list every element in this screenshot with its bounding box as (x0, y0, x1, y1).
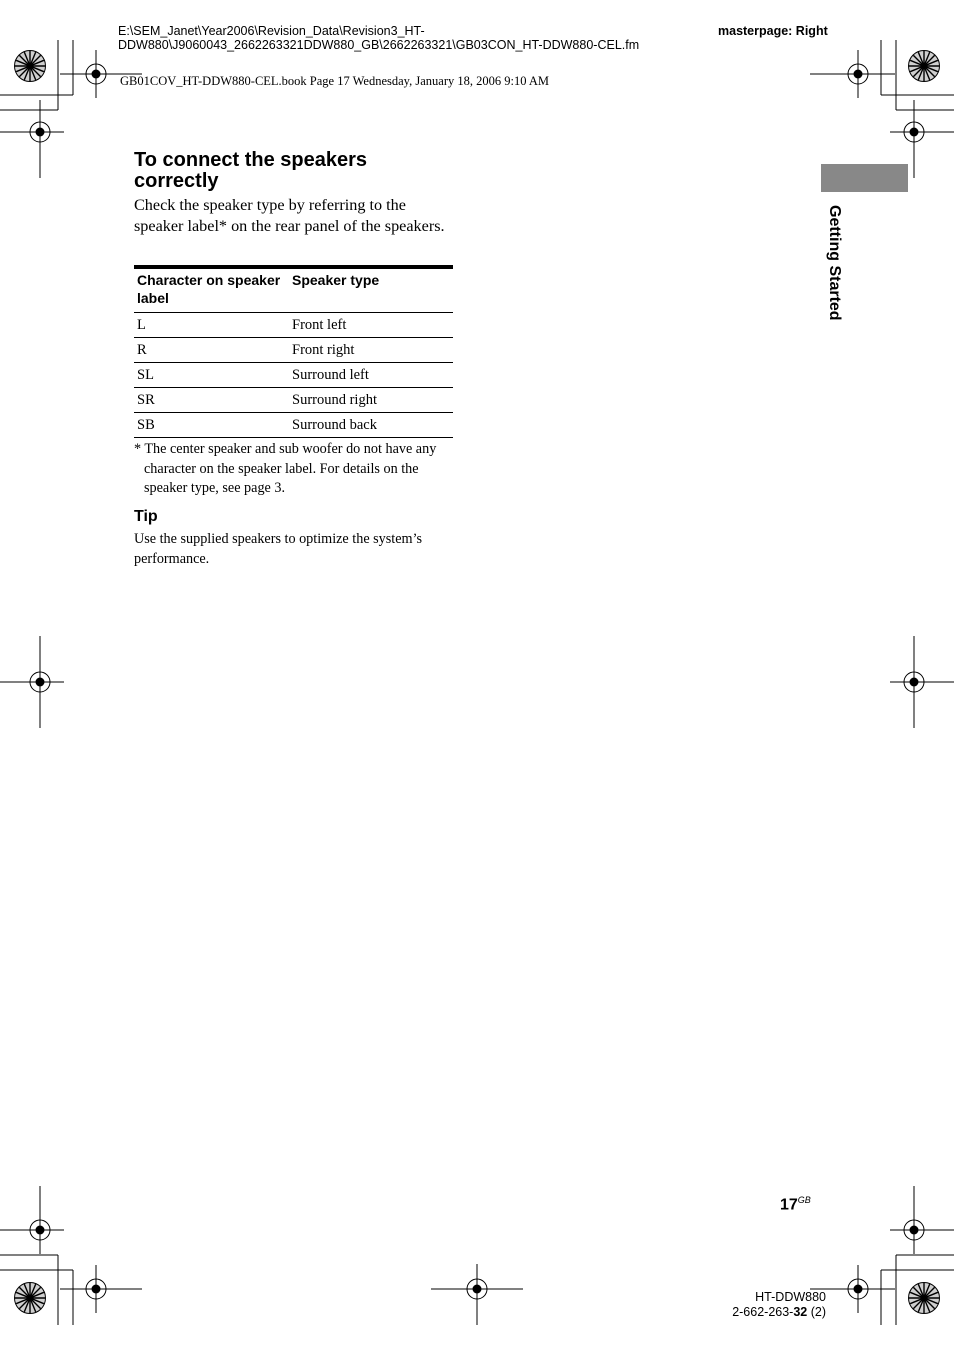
table-footnote: * The center speaker and sub woofer do not have any character on the speaker label. For details on the speaker type, see page 3. (134, 441, 437, 496)
part-number-bold: 32 (793, 1305, 808, 1319)
table-cell-speaker-type: Front right (289, 338, 453, 363)
table-cell-speaker-type: Surround back (289, 413, 453, 438)
column-header-character: Character on speaker label (134, 267, 289, 313)
section-heading: To connect the speakers correctly (134, 149, 368, 192)
table-cell-character: L (134, 313, 289, 338)
page-number-suffix: GB (797, 1195, 811, 1205)
masterpage-label: masterpage: Right (718, 24, 828, 38)
part-number-suffix: (2) (807, 1305, 826, 1319)
section-side-label: Getting Started (826, 205, 843, 321)
file-path-line-1: E:\SEM_Janet\Year2006\Revision_Data\Revision3_HT- (118, 24, 425, 38)
tip-heading: Tip (134, 508, 158, 525)
page-number-value: 17 (780, 1196, 798, 1214)
table-cell-character: R (134, 338, 289, 363)
tip-body: Use the supplied speakers to optimize the system’s performance. (134, 531, 423, 567)
part-number-prefix: 2-662-263- (732, 1305, 794, 1319)
column-header-speaker-type: Speaker type (289, 267, 453, 313)
file-path-line-2: DDW880\J9060043_2662263321DDW880_GB\2662263321\GB03CON_HT-DDW880-CEL.fm (118, 38, 640, 52)
table-cell-character: SR (134, 388, 289, 413)
table-cell-speaker-type: Surround right (289, 388, 453, 413)
intro-paragraph: Check the speaker type by referring to the speaker label* on the rear panel of the speakers. (134, 196, 445, 235)
table-cell-speaker-type: Front left (289, 313, 453, 338)
table-cell-character: SB (134, 413, 289, 438)
table-cell-speaker-type: Surround left (289, 363, 453, 388)
book-info-line: GB01COV_HT-DDW880-CEL.book Page 17 Wednesday, January 18, 2006 9:10 AM (120, 74, 550, 88)
model-name: HT-DDW880 (755, 1290, 826, 1304)
table-cell-character: SL (134, 363, 289, 388)
